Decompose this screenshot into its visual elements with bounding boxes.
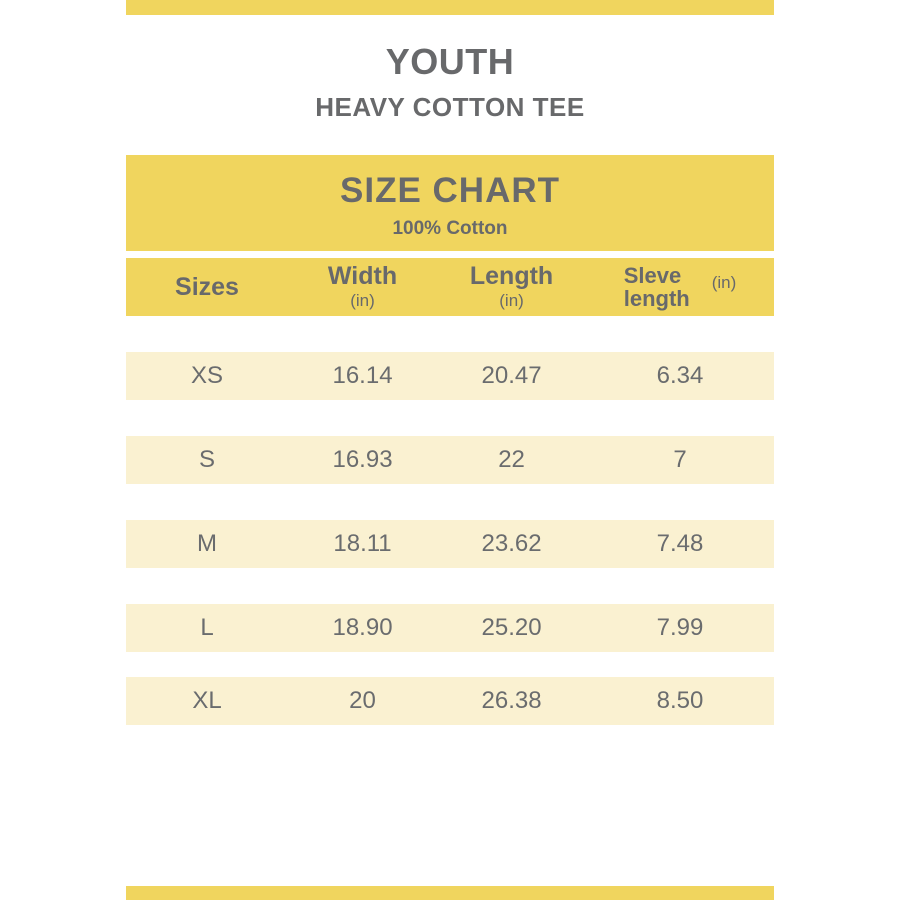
length-cell: 20.47 [481, 362, 542, 389]
width-cell: 16.93 [332, 446, 393, 473]
sleeve-length-cell: 8.50 [656, 687, 704, 714]
table-row-l [126, 604, 774, 652]
table-header-row [126, 258, 774, 316]
banner-title: SIZE CHART [340, 171, 560, 210]
size-cell: XS [190, 362, 223, 389]
size-cell: S [198, 446, 215, 473]
column-header-length [437, 263, 586, 311]
size-chart-page [126, 0, 774, 900]
sleeve-length-cell: 7.48 [656, 530, 704, 557]
sleeve-length-cell: 7 [673, 446, 687, 473]
width-cell: 20 [349, 687, 376, 714]
size-cell: L [200, 614, 214, 641]
column-unit: (in) [711, 273, 737, 292]
column-header-sleeve-length [586, 264, 774, 310]
length-cell: 25.20 [481, 614, 542, 641]
width-cell: 18.90 [332, 614, 393, 641]
column-header-width [288, 263, 437, 311]
length-cell: 26.38 [481, 687, 542, 714]
banner-subtitle: 100% Cotton [392, 218, 508, 239]
page-title: YOUTH [385, 41, 515, 82]
column-header-sizes [126, 274, 288, 300]
sleeve-length-cell: 6.34 [656, 362, 704, 389]
bottom-accent-bar [126, 886, 774, 900]
table-row-s [126, 436, 774, 484]
size-cell: M [197, 530, 217, 557]
table-row-m [126, 520, 774, 568]
column-label: Width [327, 261, 398, 290]
length-cell: 22 [498, 446, 525, 473]
column-label: Sleve length [623, 262, 690, 311]
table-row-xl [126, 677, 774, 725]
size-chart-banner [126, 155, 774, 251]
width-cell: 18.11 [333, 530, 392, 557]
size-table [126, 258, 774, 725]
column-label: Sizes [175, 272, 239, 301]
width-cell: 16.14 [332, 362, 393, 389]
table-row-xs [126, 352, 774, 400]
top-accent-bar [126, 0, 774, 15]
length-cell: 23.62 [481, 530, 542, 557]
page-subtitle: HEAVY COTTON TEE [315, 92, 585, 122]
column-unit: (in) [499, 291, 524, 311]
column-label: Length [469, 261, 554, 290]
size-cell: XL [192, 687, 222, 714]
sleeve-length-cell: 7.99 [656, 614, 704, 641]
column-unit: (in) [350, 291, 375, 311]
